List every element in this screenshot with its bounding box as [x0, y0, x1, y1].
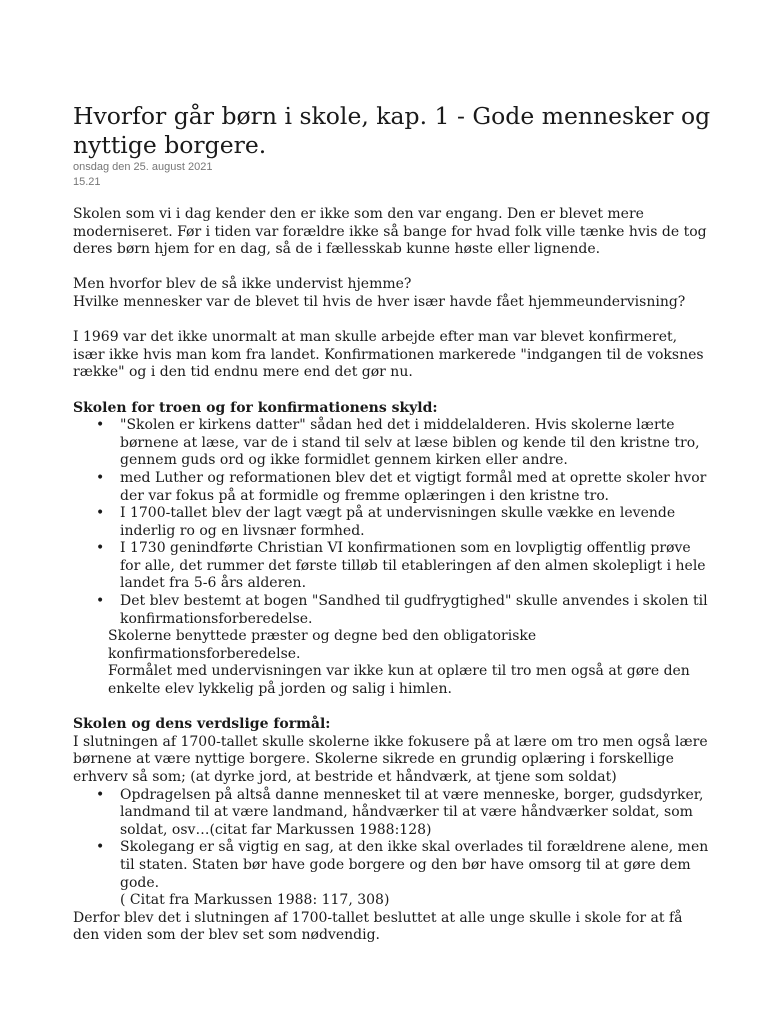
paragraph-1969: I 1969 var det ikke unormalt at man skulle arbejde efter man var blevet konfirmeret, især ikke hvis man kom fra landet. Konfirmationen markerede "indgangen til de voksnes række" og i den tid endnu mere end det gør nu. — [73, 329, 704, 381]
list-item — [73, 505, 713, 540]
secular-bullet-list — [73, 787, 713, 893]
bullet-marker: • — [96, 417, 105, 434]
note-date: onsdag den 25. august 2021 — [73, 161, 213, 173]
list-item-text: Opdragelsen på altså danne mennesket til at være menneske, borger, gudsdyrker, landmand til at være landmand, håndværker til at være håndværker soldat, som soldat, osv…(citat far Markussen 1988:128) — [120, 786, 704, 838]
bullet-marker: • — [96, 786, 105, 803]
page-title: Hvorfor går børn i skole, kap. 1 - Gode mennesker og nyttige borgere. — [73, 102, 711, 159]
list-item — [73, 839, 713, 892]
section-heading-secular: Skolen og dens verdslige formål: — [73, 716, 331, 733]
indented-paragraph: Skolerne benyttede præster og degne bed den obligatoriske konfirmationsforberedelse. — [108, 628, 537, 662]
bullet-marker: • — [96, 505, 105, 522]
list-item-text: "Skolen er kirkens datter" sådan hed det i middelalderen. Hvis skolerne lærte børnene at læse, var de i stand til selv at læse biblen og kende til den kristne tro, gennem guds ord og ikke formidlet gennem kirken eller andre. — [120, 417, 700, 469]
list-item-text: med Luther og reformationen blev det et vigtigt formål med at oprette skoler hvor der var fokus på at formidle og fremme oplæringen i den kristne tro. — [120, 469, 707, 504]
list-item-text: Det blev bestemt at bogen "Sandhed til gudfrygtighed" skulle anvendes i skolen til konfirmationsforberedelse. — [120, 593, 708, 627]
list-item — [73, 593, 713, 628]
citation-line: ( Citat fra Markussen 1988: 117, 308) — [120, 892, 390, 909]
bullet-marker: • — [96, 540, 105, 557]
spacer — [73, 382, 713, 400]
list-item — [73, 787, 713, 840]
document-body — [73, 206, 713, 945]
list-item — [73, 417, 713, 470]
section-heading-faith: Skolen for troen og for konfirmationens skyld: — [73, 399, 438, 416]
spacer — [73, 312, 713, 330]
question-line: Hvilke mennesker var de blevet til hvis de hver især havde fået hjemmeundervisning? — [73, 293, 686, 310]
indented-paragraph: Formålet med undervisningen var ikke kun at oplære til tro men også at gøre den enkelte elev lykkelig på jorden og salig i himlen. — [108, 663, 690, 698]
list-item-text: I 1730 genindførte Christian VI konfirmationen som en lovpligtig offentlig prøve for alle, det rummer det første tilløb til etableringen af den almen skolepligt i hele landet fra 5-6 års alderen. — [120, 540, 706, 592]
list-item-text: I 1700-tallet blev der lagt vægt på at undervisningen skulle vække en levende inderlig ro og en livsnær formhed. — [120, 505, 676, 539]
list-item — [73, 470, 713, 505]
list-item — [73, 540, 713, 593]
list-item-text: Skolegang er så vigtig en sag, at den ikke skal overlades til forældrene alene, men til staten. Staten bør have gode borgere og den bør have omsorg til at gøre dem gode. — [120, 839, 709, 891]
secular-intro-paragraph: I slutningen af 1700-tallet skulle skolerne ikke fokusere på at lære om tro men også lære børnene at være nyttige borgere. Skolerne sikrede en grundig oplæring i forskellige erhverv så som; (at dyrke jord, at bestride et håndværk, at tjene som soldat) — [73, 733, 708, 785]
bullet-marker: • — [96, 839, 105, 856]
faith-bullet-list — [73, 417, 713, 628]
question-line: Men hvorfor blev de så ikke undervist hjemme? — [73, 276, 412, 293]
bullet-marker: • — [96, 469, 105, 486]
bullet-marker: • — [96, 593, 105, 610]
spacer — [73, 699, 713, 717]
intro-paragraph: Skolen som vi i dag kender den er ikke som den var engang. Den er blevet mere moderniseret. Før i tiden var forældre ikke så bange for hvad folk ville tænke hvis de tog deres børn hjem for en dag, så de i fællesskab kunne høste eller lignende. — [73, 206, 707, 258]
conclusion-paragraph: Derfor blev det i slutningen af 1700-tallet besluttet at alle unge skulle i skole for at få den viden som der blev set som nødvendig. — [73, 909, 683, 944]
spacer — [73, 259, 713, 277]
note-time: 15.21 — [73, 176, 101, 188]
